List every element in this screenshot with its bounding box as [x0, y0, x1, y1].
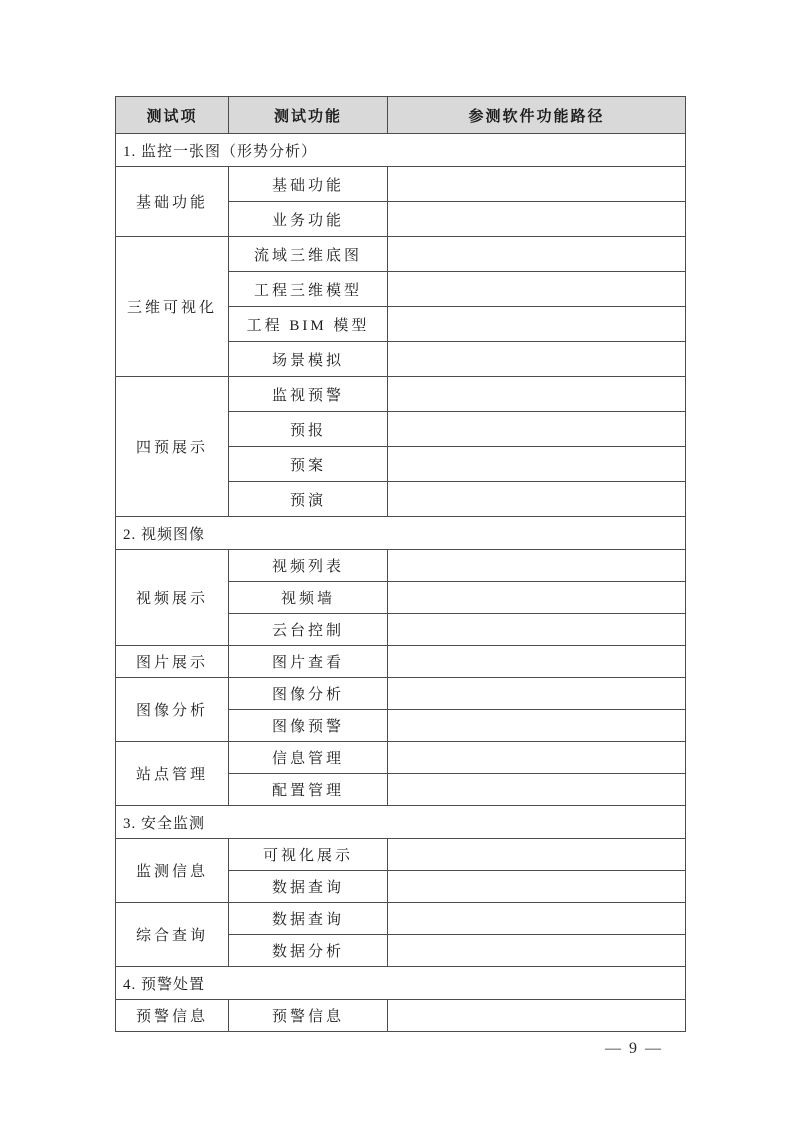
- test-function-cell: 可视化展示: [229, 839, 388, 871]
- section-title: 1. 监控一张图（形势分析）: [116, 134, 686, 167]
- software-path-cell: [388, 774, 686, 806]
- col-header-test-item: 测试项: [116, 97, 229, 134]
- software-path-cell: [388, 871, 686, 903]
- test-item-cell: 基础功能: [116, 167, 229, 237]
- software-path-cell: [388, 678, 686, 710]
- test-item-cell: 三维可视化: [116, 237, 229, 377]
- section-row: [116, 806, 686, 839]
- software-path-cell: [388, 550, 686, 582]
- section-title: 2. 视频图像: [116, 517, 686, 550]
- test-function-cell: 数据查询: [229, 871, 388, 903]
- test-item-cell: 站点管理: [116, 742, 229, 806]
- test-function-cell: 工程 BIM 模型: [229, 307, 388, 342]
- software-path-cell: [388, 237, 686, 272]
- section-title: 4. 预警处置: [116, 967, 686, 1000]
- table-row: [116, 550, 686, 582]
- test-item-cell: 监测信息: [116, 839, 229, 903]
- software-path-cell: [388, 167, 686, 202]
- table-row: [116, 377, 686, 412]
- test-function-cell: 预警信息: [229, 1000, 388, 1032]
- test-function-cell: 数据查询: [229, 903, 388, 935]
- software-path-cell: [388, 307, 686, 342]
- software-path-cell: [388, 377, 686, 412]
- software-path-cell: [388, 742, 686, 774]
- table-row: [116, 1000, 686, 1032]
- test-function-cell: 流域三维底图: [229, 237, 388, 272]
- table-row: [116, 646, 686, 678]
- test-function-cell: 工程三维模型: [229, 272, 388, 307]
- test-function-cell: 云台控制: [229, 614, 388, 646]
- test-item-cell: 视频展示: [116, 550, 229, 646]
- test-function-cell: 业务功能: [229, 202, 388, 237]
- test-item-cell: 综合查询: [116, 903, 229, 967]
- col-header-test-function: 测试功能: [229, 97, 388, 134]
- test-function-cell: 图像分析: [229, 678, 388, 710]
- test-function-cell: 数据分析: [229, 935, 388, 967]
- section-row: [116, 517, 686, 550]
- test-function-cell: 预演: [229, 482, 388, 517]
- section-row: [116, 967, 686, 1000]
- table-row: [116, 237, 686, 272]
- software-path-cell: [388, 839, 686, 871]
- test-function-cell: 监视预警: [229, 377, 388, 412]
- software-path-cell: [388, 447, 686, 482]
- table-row: [116, 839, 686, 871]
- table-row: [116, 742, 686, 774]
- software-path-cell: [388, 482, 686, 517]
- software-path-cell: [388, 1000, 686, 1032]
- test-function-cell: 配置管理: [229, 774, 388, 806]
- table-header-row: [116, 97, 686, 134]
- table-row: [116, 903, 686, 935]
- page-number: — 9 —: [605, 1040, 663, 1057]
- test-function-cell: 图片查看: [229, 646, 388, 678]
- software-path-cell: [388, 614, 686, 646]
- test-function-cell: 场景模拟: [229, 342, 388, 377]
- software-path-cell: [388, 582, 686, 614]
- test-function-cell: 预案: [229, 447, 388, 482]
- test-item-cell: 图片展示: [116, 646, 229, 678]
- test-function-cell: 信息管理: [229, 742, 388, 774]
- test-function-cell: 视频列表: [229, 550, 388, 582]
- test-function-cell: 预报: [229, 412, 388, 447]
- software-path-cell: [388, 935, 686, 967]
- col-header-software-path: 参测软件功能路径: [388, 97, 686, 134]
- software-path-cell: [388, 710, 686, 742]
- test-item-cell: 图像分析: [116, 678, 229, 742]
- test-item-cell: 预警信息: [116, 1000, 229, 1032]
- software-path-cell: [388, 342, 686, 377]
- test-item-cell: 四预展示: [116, 377, 229, 517]
- section-title: 3. 安全监测: [116, 806, 686, 839]
- test-function-cell: 视频墙: [229, 582, 388, 614]
- software-path-cell: [388, 903, 686, 935]
- software-path-cell: [388, 412, 686, 447]
- test-function-cell: 基础功能: [229, 167, 388, 202]
- section-row: [116, 134, 686, 167]
- software-path-cell: [388, 646, 686, 678]
- software-path-cell: [388, 272, 686, 307]
- test-function-cell: 图像预警: [229, 710, 388, 742]
- software-path-cell: [388, 202, 686, 237]
- table-row: [116, 167, 686, 202]
- table-row: [116, 678, 686, 710]
- test-function-table: [115, 96, 686, 1032]
